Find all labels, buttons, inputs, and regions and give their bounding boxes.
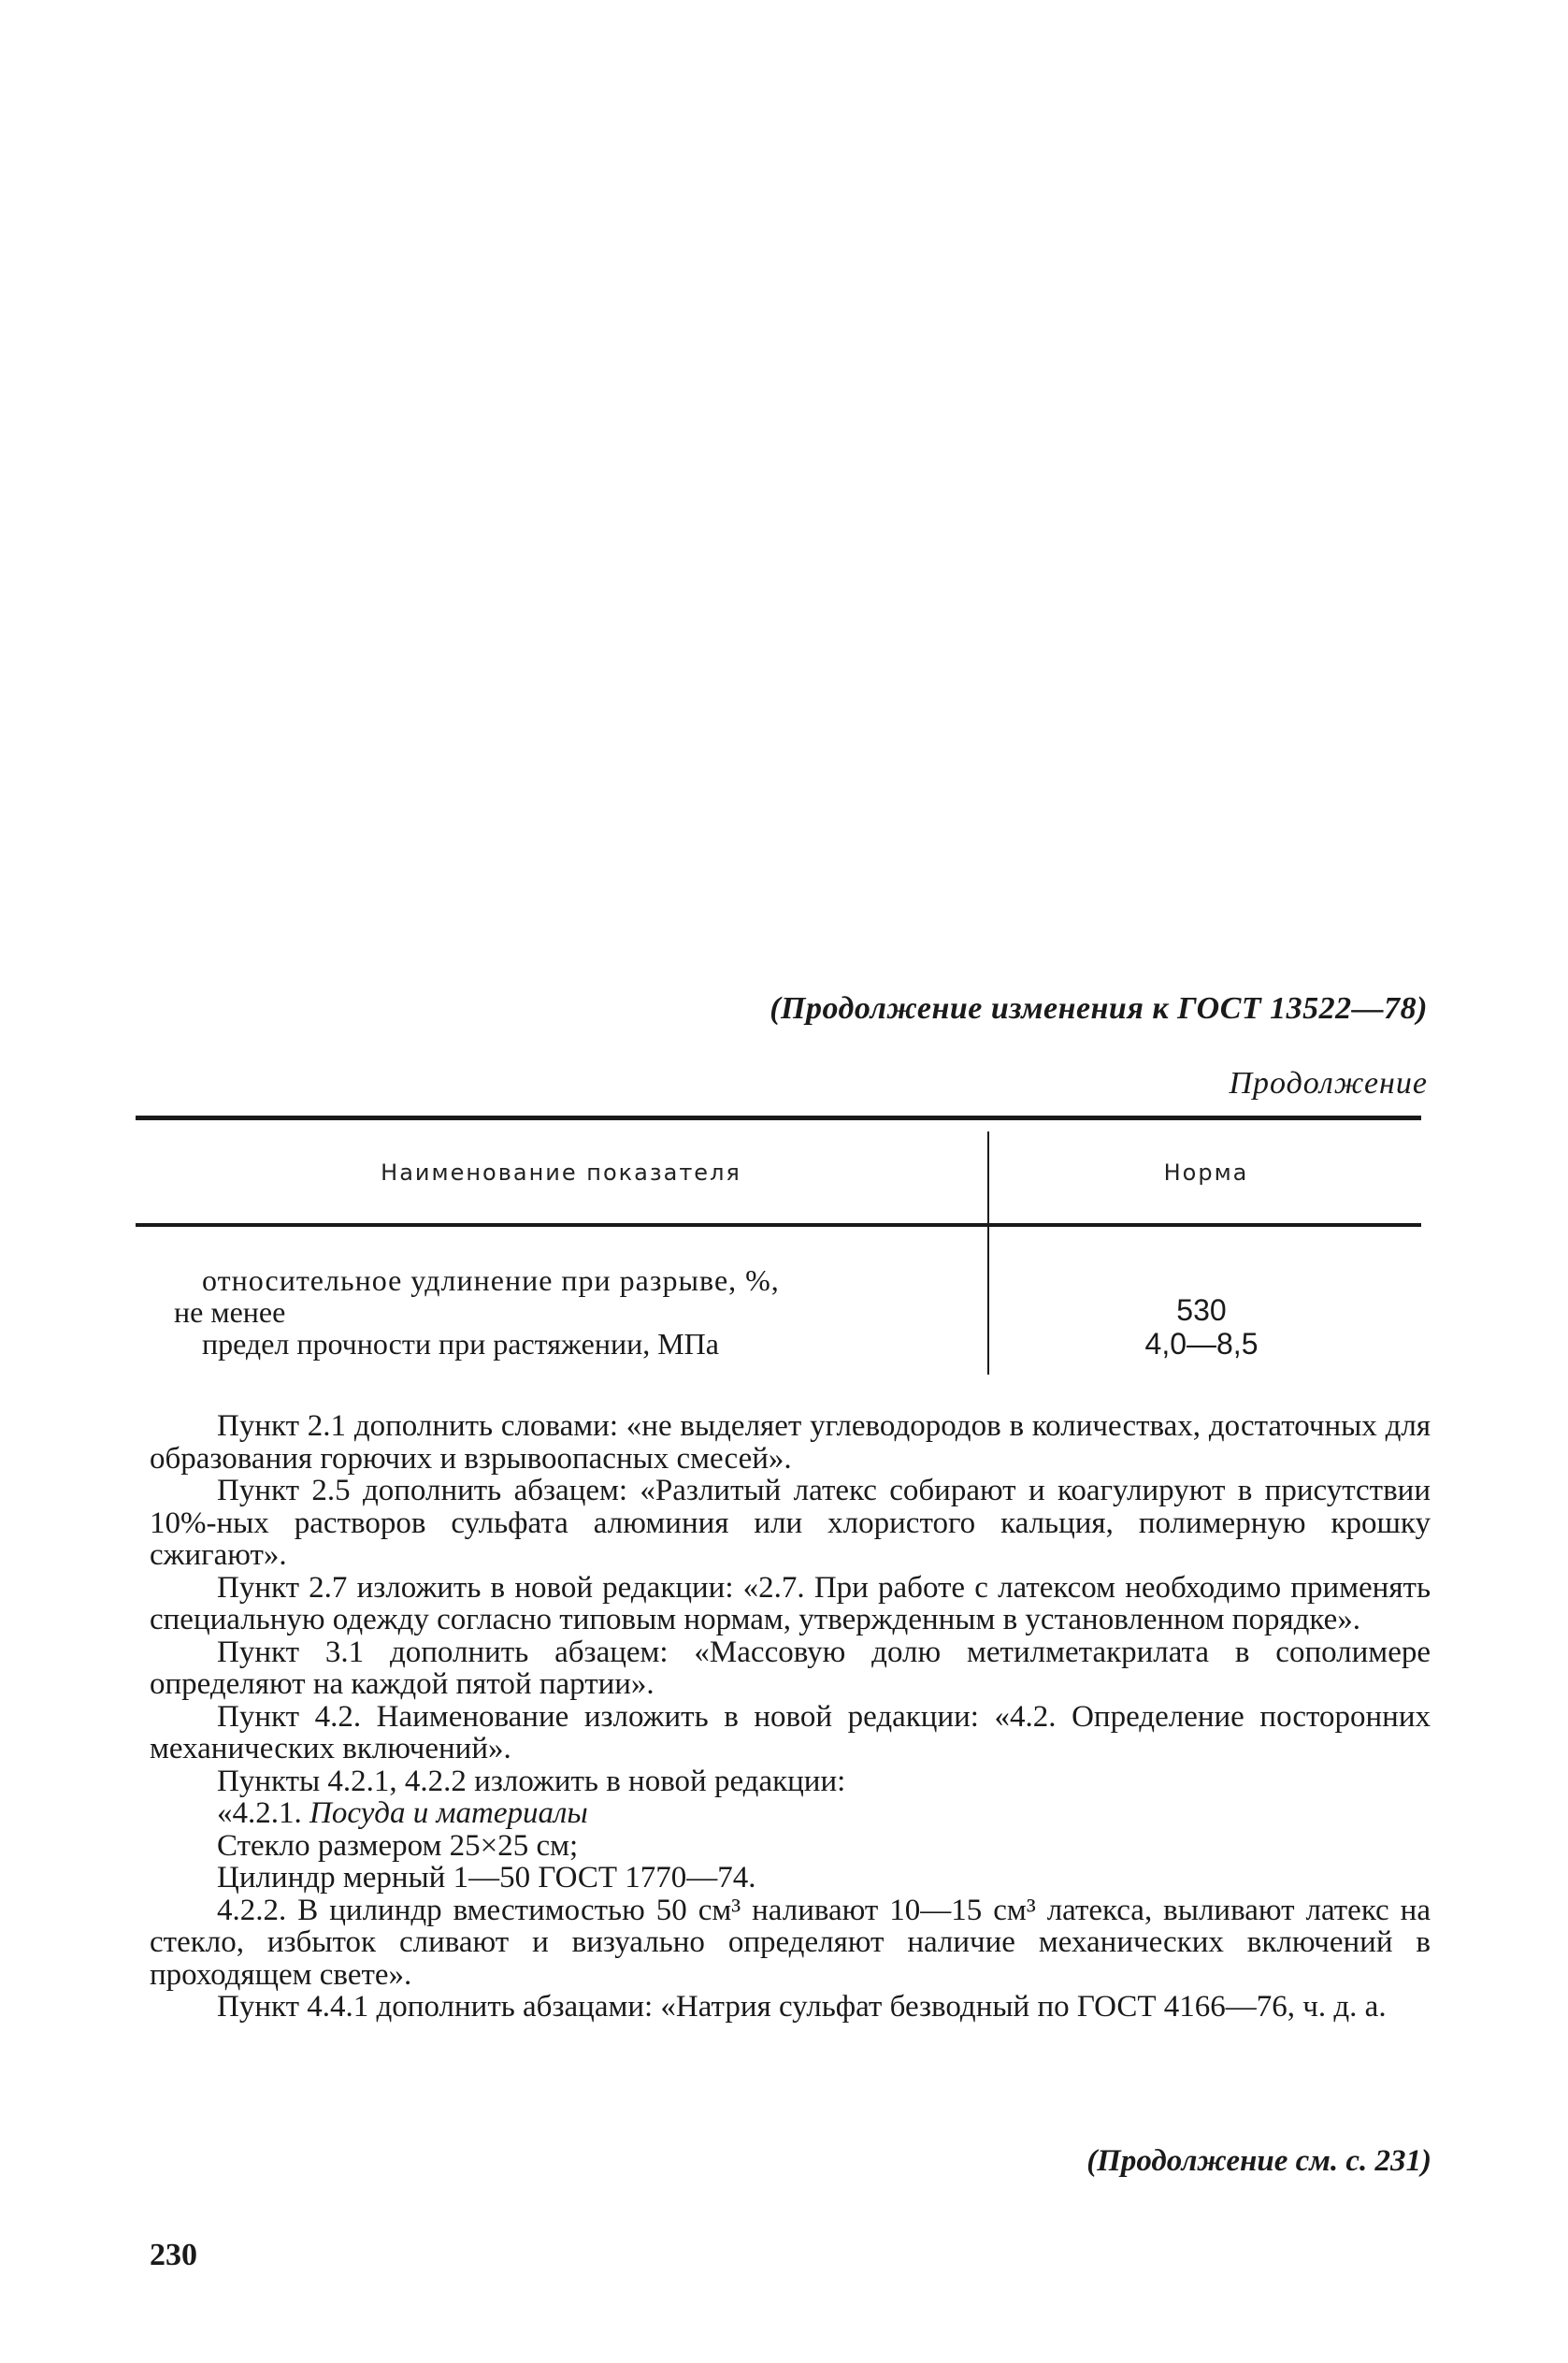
- paragraph: 4.2.2. В цилиндр вместимостью 50 см³ наливают 10—15 см³ латекса, выливают латекс на стекло, избыток сливают и визуально определяют наличие механических включений в проходящем свете».: [150, 1893, 1431, 1992]
- subsection-title: Посуда и материалы: [309, 1796, 588, 1830]
- continuation-label: Продолжение: [1229, 1066, 1428, 1101]
- page-number: 230: [150, 2238, 197, 2272]
- paragraph: Пункт 2.1 дополнить словами: «не выделяет углеводородов в количествах, достаточных для образования горючих и взрывоопасных смесей».: [150, 1409, 1431, 1476]
- continuation-header: (Продолжение изменения к ГОСТ 13522—78): [770, 991, 1428, 1026]
- table-row-1-name-cont: не менее: [174, 1295, 286, 1329]
- table-row-1-value: 530: [1176, 1293, 1227, 1327]
- table-top-rule: [136, 1116, 1421, 1120]
- table-header-norm: Норма: [1163, 1160, 1249, 1186]
- table-row-2-value: 4,0—8,5: [1144, 1327, 1259, 1361]
- table-header-name: Наименование показателя: [381, 1160, 741, 1186]
- paragraph: Пункт 2.5 дополнить абзацем: «Разлитый латекс собирают и коагулируют в присутствии 10%-ных растворов сульфата алюминия или хлористого кальция, полимерную крошку сжигают».: [150, 1474, 1431, 1572]
- paragraph: Пункт 4.4.1 дополнить абзацами: «Натрия сульфат безводный по ГОСТ 4166—76, ч. д. а.: [217, 1990, 1387, 2024]
- document-body: [150, 1410, 1431, 2024]
- continued-note: (Продолжение см. с. 231): [1086, 2144, 1431, 2178]
- table-row-2-name: предел прочности при растяжении, МПа: [202, 1327, 719, 1361]
- subsection-heading: [150, 1797, 1431, 1830]
- table-header-rule: [136, 1223, 1421, 1227]
- list-item: Стекло размером 25×25 см;: [217, 1828, 579, 1863]
- paragraph: Пункты 4.2.1, 4.2.2 изложить в новой редакции:: [217, 1764, 846, 1798]
- paragraph: Пункт 3.1 дополнить абзацем: «Массовую долю метилметакрилата в сополимере определяют на каждой пятой партии».: [150, 1635, 1431, 1701]
- table-column-separator: [987, 1131, 989, 1375]
- subsection-number: «4.2.1.: [217, 1796, 302, 1830]
- paragraph: Пункт 4.2. Наименование изложить в новой редакции: «4.2. Определение посторонних механических включений».: [150, 1699, 1431, 1765]
- table-row-1-name: относительное удлинение при разрыве, %,: [202, 1263, 780, 1297]
- paragraph: Пункт 2.7 изложить в новой редакции: «2.7. При работе с латексом необходимо применять специальную одежду согласно типовым нормам, утвержденным в установленном порядке».: [150, 1570, 1431, 1636]
- list-item: Цилиндр мерный 1—50 ГОСТ 1770—74.: [217, 1861, 756, 1895]
